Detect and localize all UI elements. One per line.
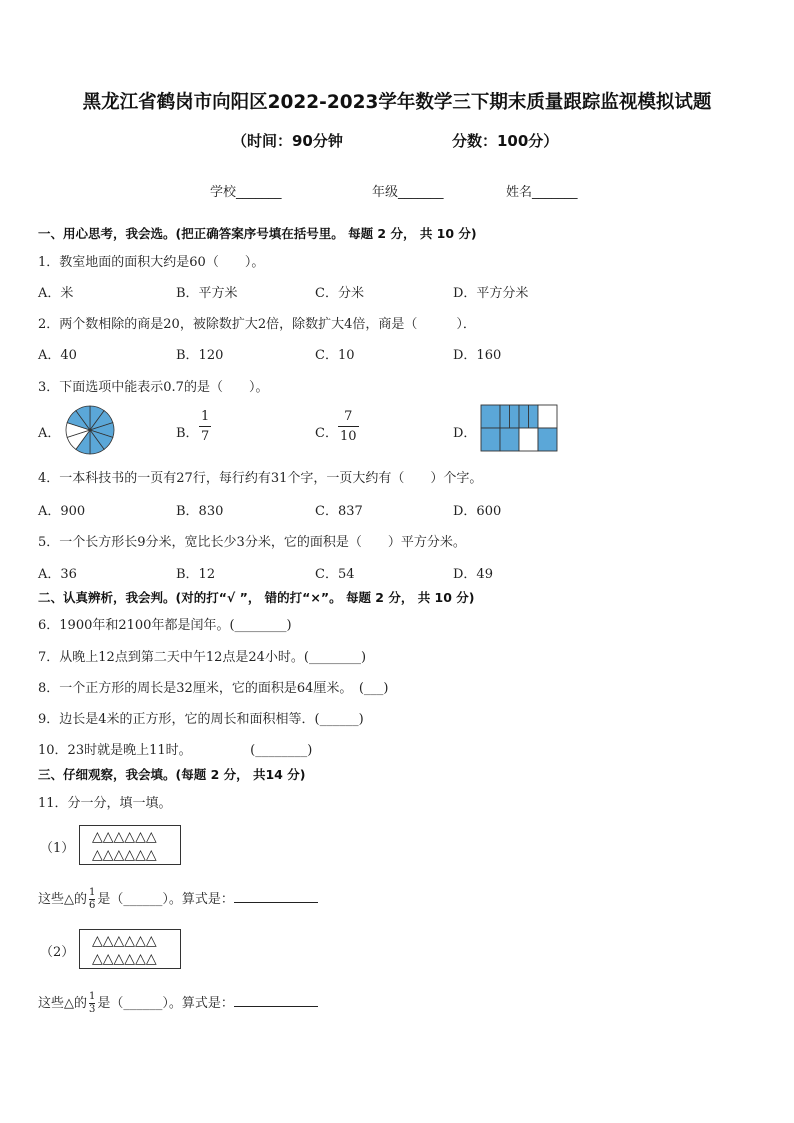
question-10: 10．23时就是晚上11时。 (________) xyxy=(38,743,313,758)
part2-label: （2） xyxy=(40,945,75,960)
triangle-box-2 xyxy=(79,929,181,969)
q1-option-b: B．平方米 xyxy=(176,286,238,301)
question-1: 1．教室地面的面积大约是60（ ）。 xyxy=(38,255,265,270)
grid-cell xyxy=(519,428,538,451)
school-field: 学校_______ xyxy=(210,185,282,200)
fraction-b xyxy=(199,410,211,443)
q2-option-a: A．40 xyxy=(38,348,77,363)
q3-option-b: B． xyxy=(176,426,199,441)
part1-sentence xyxy=(38,888,318,911)
fraction-c xyxy=(338,410,359,443)
question-4: 4．一本科技书的一页有27行，每行约有31个字，一页大约有（ ）个字。 xyxy=(38,471,483,486)
q1-option-c: C．分米 xyxy=(315,286,364,301)
question-5: 5．一个长方形长9分米，宽比长少3分米，它的面积是（ ）平方分米。 xyxy=(38,535,466,550)
q1-option-a: A．米 xyxy=(38,286,74,301)
grid-cell xyxy=(481,405,500,428)
q4-option-b: B．830 xyxy=(176,504,224,519)
part1-prefix: 这些△的 xyxy=(38,892,87,907)
question-8: 8．一个正方形的周长是32厘米，它的面积是64厘米。 (___) xyxy=(38,681,389,696)
part1-suffix: 是（______）。算式是： xyxy=(97,892,234,907)
q2-option-c: C．10 xyxy=(315,348,355,363)
triangle-row: △△△△△△ xyxy=(92,829,157,845)
section2-heading: 二、认真辨析，我会判。(对的打“√ ”， 错的打“×”。 每题 2 分， 共 10 分) xyxy=(38,590,475,605)
question-9: 9．边长是4米的正方形，它的周长和面积相等．(______) xyxy=(38,712,364,727)
fraction-b-denominator: 7 xyxy=(201,429,210,444)
grid-cell xyxy=(538,405,557,428)
part2-answer-line[interactable] xyxy=(234,994,318,1007)
exam-score: 分数：100分） xyxy=(452,132,559,150)
part2-fraction-numerator: 1 xyxy=(89,991,96,1002)
q4-option-d: D．600 xyxy=(453,504,502,519)
q5-option-c: C．54 xyxy=(315,567,355,582)
exam-time: （时间：90分钟 xyxy=(232,132,343,150)
pie-figure xyxy=(64,404,116,456)
grade-field: 年级_______ xyxy=(372,185,444,200)
part2-fraction xyxy=(89,992,95,1015)
q5-option-a: A．36 xyxy=(38,567,77,582)
fraction-c-numerator: 7 xyxy=(344,409,353,424)
question-2: 2．两个数相除的商是20，被除数扩大2倍，除数扩大4倍，商是（ ）． xyxy=(38,317,476,332)
q3-option-a: A． xyxy=(38,426,61,441)
part2-fraction-denominator: 3 xyxy=(89,1004,96,1015)
q2-option-d: D．160 xyxy=(453,348,502,363)
part1-fraction xyxy=(89,888,95,911)
part1-answer-line[interactable] xyxy=(234,890,318,903)
part1-fraction-numerator: 1 xyxy=(89,887,96,898)
question-7: 7．从晚上12点到第二天中午12点是24小时。(________) xyxy=(38,650,367,665)
question-3: 3．下面选项中能表示0.7的是（ ）。 xyxy=(38,380,269,395)
grid-cell xyxy=(481,428,500,451)
triangle-row: △△△△△△ xyxy=(92,847,157,863)
part2-suffix: 是（______）。算式是： xyxy=(97,996,234,1011)
grid-figure xyxy=(480,404,558,452)
fraction-c-denominator: 10 xyxy=(340,429,357,444)
section1-heading: 一、用心思考，我会选。(把正确答案序号填在括号里。 每题 2 分， 共 10 分) xyxy=(38,226,477,241)
part2-prefix: 这些△的 xyxy=(38,996,87,1011)
grid-cell xyxy=(500,428,519,451)
q3-option-d: D． xyxy=(453,426,477,441)
question-6: 6．1900年和2100年都是闰年。(________) xyxy=(38,618,292,633)
q2-option-b: B．120 xyxy=(176,348,224,363)
grid-cell xyxy=(538,428,557,451)
q5-option-d: D．49 xyxy=(453,567,493,582)
q4-option-a: A．900 xyxy=(38,504,86,519)
question-11: 11．分一分，填一填。 xyxy=(38,796,172,811)
triangle-box-1 xyxy=(79,825,181,865)
part1-label: （1） xyxy=(40,841,75,856)
triangle-row: △△△△△△ xyxy=(92,933,157,949)
name-field: 姓名_______ xyxy=(506,185,578,200)
q4-option-c: C．837 xyxy=(315,504,363,519)
section3-heading: 三、仔细观察，我会填。(每题 2 分， 共14 分) xyxy=(38,767,306,782)
triangle-row: △△△△△△ xyxy=(92,951,157,967)
q5-option-b: B．12 xyxy=(176,567,216,582)
q1-option-d: D．平方分米 xyxy=(453,286,529,301)
part1-fraction-denominator: 6 xyxy=(89,900,96,911)
q3-option-c: C． xyxy=(315,426,338,441)
part2-sentence xyxy=(38,992,318,1015)
page-title: 黑龙江省鹤岗市向阳区2022-2023学年数学三下期末质量跟踪监视模拟试题 xyxy=(82,92,712,113)
fraction-b-numerator: 1 xyxy=(201,409,210,424)
